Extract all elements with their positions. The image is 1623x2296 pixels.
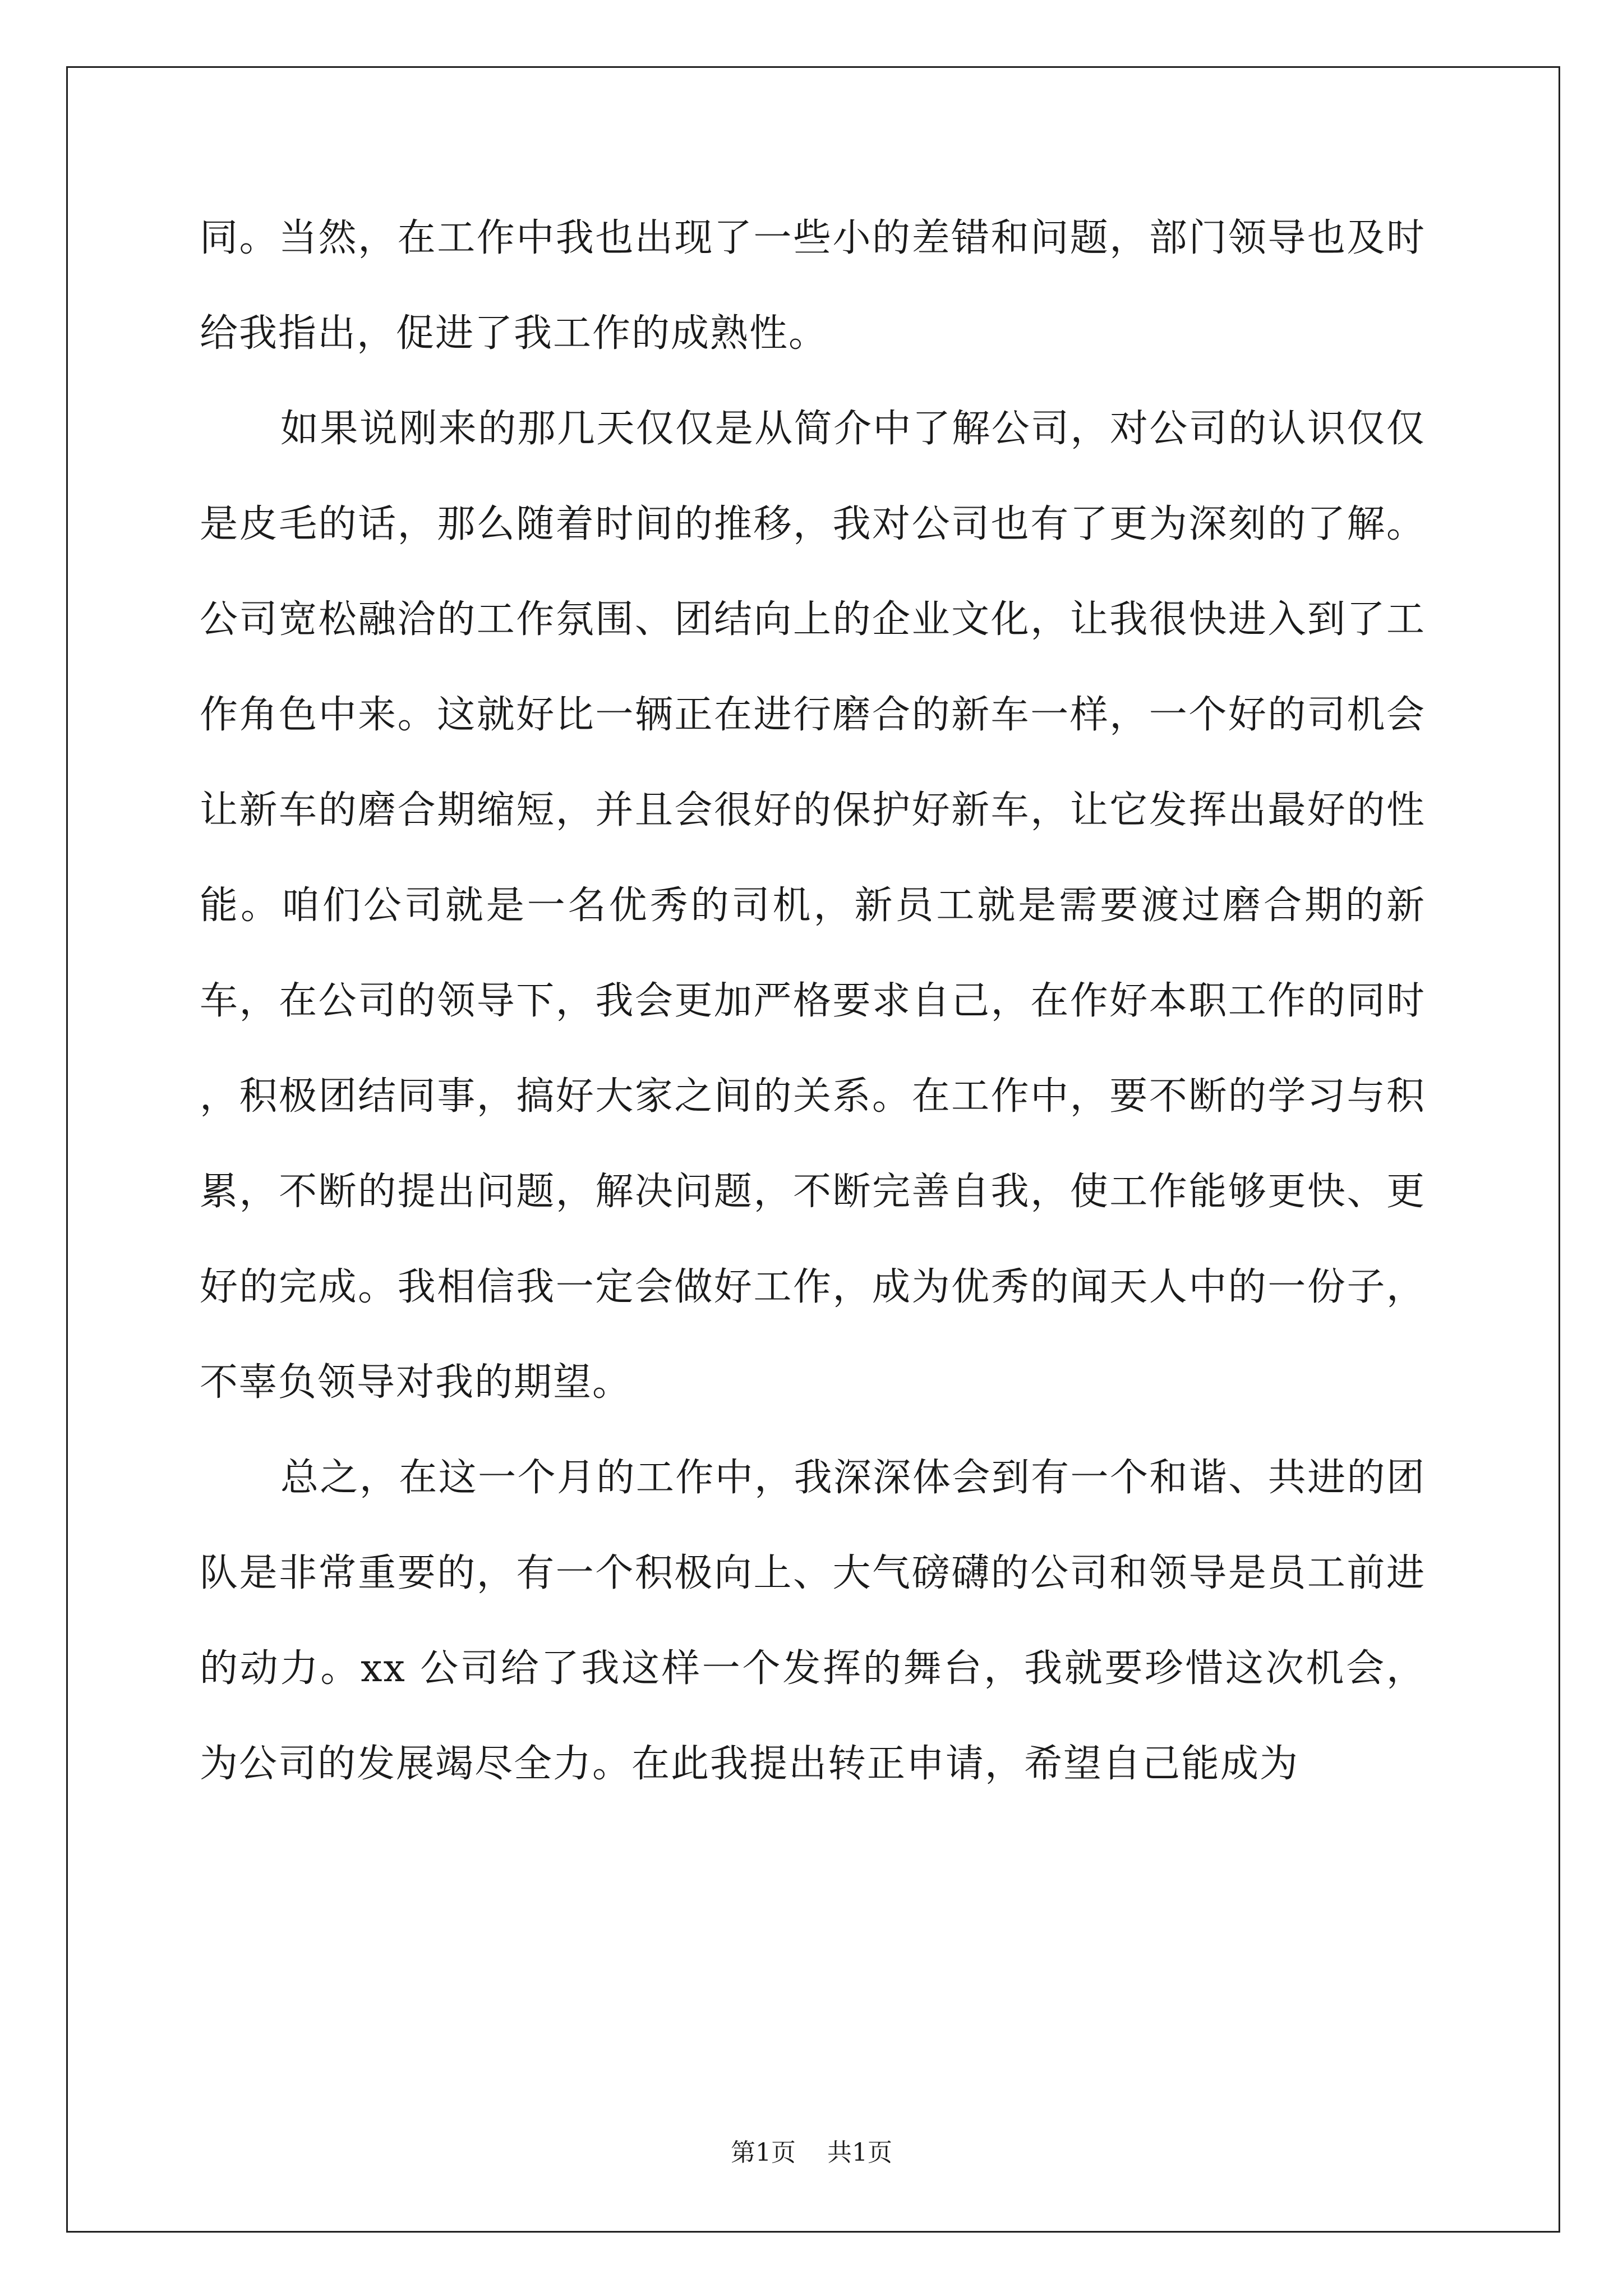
page-footer [0,2136,1623,2170]
paragraph-2: 如果说刚来的那几天仅仅是从简介中了解公司，对公司的认识仅仅是皮毛的话，那么随着时间的推移，我对公司也有了更为深刻的了解。公司宽松融洽的工作氛围、团结向上的企业文化，让我很快进入到了工作角色中来。这就好比一辆正在进行磨合的新车一样，一个好的司机会让新车的磨合期缩短，并且会很好的保护好新车，让它发挥出最好的性能。咱们公司就是一名优秀的司机，新员工就是需要渡过磨合期的新车，在公司的领导下，我会更加严格要求自己，在作好本职工作的同时 ，积极团结同事，搞好大家之间的关系。在工作中，要不断的学习与积累，不断的提出问题，解决问题，不断完善自我，使工作能够更快、更好的完成。我相信我一定会做好工作，成为优秀的闻天人中的一份子，不辜负领导对我的期望。 [200,407,1426,1405]
document-body [200,191,1426,1812]
page-total: 共1页 [827,2138,892,2167]
paragraph-3: 总之，在这一个月的工作中，我深深体会到有一个和谐、共进的团队是非常重要的，有一个积极向上、大气磅礴的公司和领导是员工前进的动力。xx 公司给了我这样一个发挥的舞台，我就要珍惜这次机会，为公司的发展竭尽全力。在此我提出转正申请，希望自己能成为 [200,1456,1426,1786]
page-number: 第1页 [731,2138,796,2167]
paragraph-1: 同。当然，在工作中我也出现了一些小的差错和问题，部门领导也及时给我指出，促进了我工作的成熟性。 [200,216,1426,356]
